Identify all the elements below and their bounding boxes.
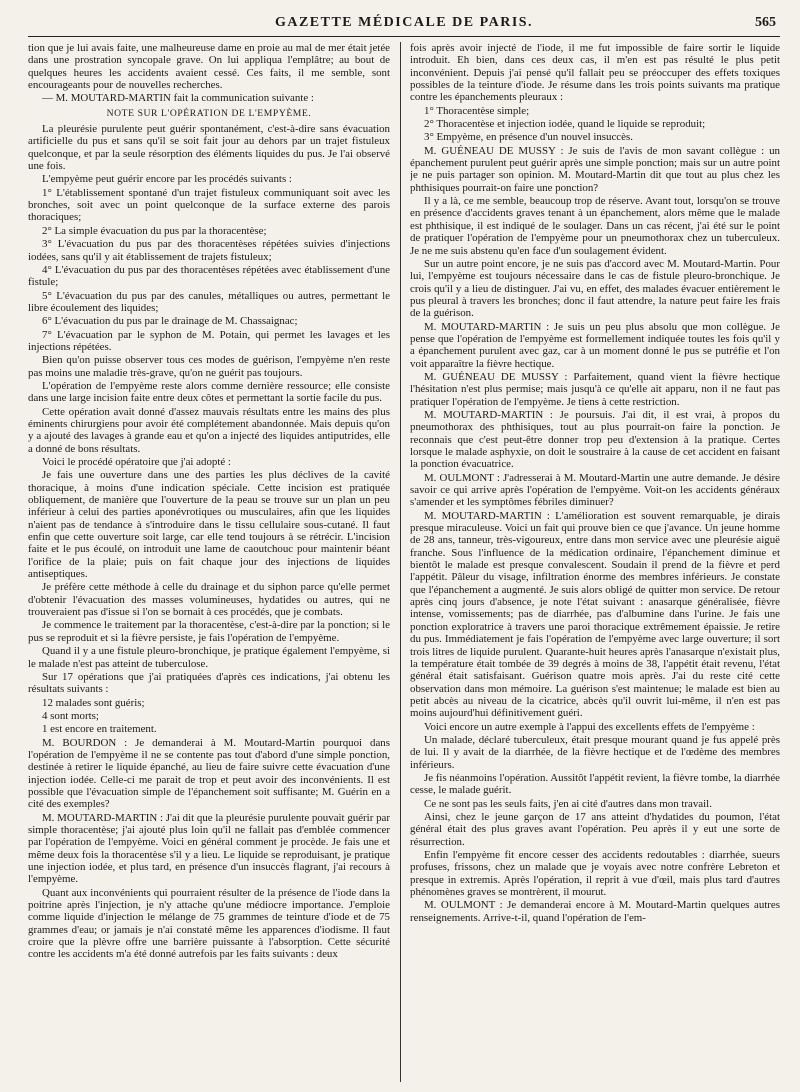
- paragraph: M. MOUTARD-MARTIN : Je suis un peu plus absolu que mon collègue. Je pense que l'opération de l'empyème est formellement indiquée toutes les fois qu'il y a épanchement purulent avec gaz, car à un moment donné le pus se putréfie et l'on voit apparaître la fièvre hectique.: [410, 320, 780, 370]
- right-column: [410, 42, 780, 1084]
- paragraph: 5° L'évacuation du pus par des canules, métalliques ou autres, permettant le libre écoulement des liquides;: [28, 289, 390, 314]
- paragraph: La pleurésie purulente peut guérir spontanément, c'est-à-dire sans évacuation artificielle du pus et sans qu'il se soit fait jour au dehors par un trajet fistuleux quelconque, et par la seule résorption des éléments liquides du pus. Je l'ai observé une fois.: [28, 123, 390, 173]
- paragraph: 2° La simple évacuation du pus par la thoracentèse;: [42, 224, 267, 237]
- paragraph: Ce ne sont pas les seuls faits, j'en ai cité d'autres dans mon travail.: [424, 797, 712, 810]
- paragraph: 1° Thoracentèse simple;: [424, 104, 530, 117]
- paragraph: Un malade, déclaré tuberculeux, était presque mourant quand je fus appelé près de lui. Il y avait de la diarrhée, de la fièvre hectique et de l'œdème des membres inférieurs.: [410, 733, 780, 771]
- paragraph: — M. MOUTARD-MARTIN fait la communication suivante :: [42, 92, 314, 105]
- left-column: [28, 42, 390, 1084]
- paragraph: M. BOURDON : Je demanderai à M. Moutard-Martin pourquoi dans l'opération de l'empyème il ne se contente pas tout d'abord d'une simple ponction, destinée à retirer le liquide épanché, au lieu de faire suivre cette évacuation d'une injection iodée. Celle-ci me parait de trop et peut avoir des inconvénients. Il est possible que l'évacuation simple de l'épanchement soit suffisante; M. Guérin en a cité des exemples?: [28, 736, 390, 811]
- paragraph: 2° Thoracentèse et injection iodée, quand le liquide se reproduit;: [424, 118, 706, 131]
- paragraph: M. OULMONT : J'adresserai à M. Moutard-Martin une autre demande. Je désire savoir ce qui arrive après l'opération de l'empyème. Voit-on les accidents généraux s'amender et les symptômes fébriles diminuer?: [410, 471, 780, 509]
- paragraph: M. MOUTARD-MARTIN : Je poursuis. J'ai dit, il est vrai, à propos du pneumothorax des phthisiques, tout au plus pourrait-on faire la ponction. Je reconnais que c'est peut-être donner trop peu d'extension à la pratique. Certes lorsque le malade asphyxie, on doit le soustraire à la cause de cet accident en faisant la ponction évacuatrice.: [410, 408, 780, 471]
- paragraph: Ainsi, chez le jeune garçon de 17 ans atteint d'hydatides du poumon, l'état général était des plus graves avant l'opération. Peu après il y eut une sorte de résurrection.: [410, 810, 780, 848]
- paragraph: 4 sont morts;: [42, 709, 99, 722]
- paragraph: 3° L'évacuation du pus par des thoracentèses répétées suivies d'injections iodées, sans qu'il y ait établissement de trajets fistuleux;: [28, 238, 390, 263]
- paragraph: Quant aux inconvénients qui pourraient résulter de la présence de l'iode dans la poitrine après l'injection, je n'y attache qu'une médiocre importance. J'emploie comme liquide d'injection le mélange de 75 grammes de teinture d'iode et de 75 grammes d'eau; or jamais je n'ai constaté même les apparences d'iodisme. Il faut croire que la plèvre offre une barrière puissante à l'absorption. Cette sécurité contre les accidents m'a été donné autrefois par les faits suivants : deux: [28, 886, 390, 961]
- paragraph: Je fis néanmoins l'opération. Aussitôt l'appétit revient, la fièvre tombe, la diarrhée cesse, le malade guérit.: [410, 771, 780, 797]
- paragraph: 3° Empyème, en présence d'un nouvel insuccès.: [424, 131, 633, 144]
- paragraph: fois après avoir injecté de l'iode, il me fut impossible de faire sortir le liquide introduit. Eh bien, dans ces deux cas, il m'en est pas résulté le plus petit inconvénient. Depuis j'ai pensé qu'il fallait peu se préoccuper des effets toxiques possibles de la teinture d'iode. Je résume dans les trois points suivants ma pratique contre les épanchements pleuraux :: [410, 42, 780, 104]
- page-header: [28, 14, 780, 37]
- paragraph: Voici encore un autre exemple à l'appui des excellents effets de l'empyème :: [424, 720, 755, 733]
- paragraph: Sur un autre point encore, je ne suis pas d'accord avec M. Moutard-Martin. Pour lui, l'empyème est toujours nécessaire dans le cas de fistule pleuro-bronchique. Je crois qu'il y a lieu de distinguer. J'ai vu, en effet, des malades évacuer entièrement le pus pleural à travers les bronches; donc il faut attendre, la nature peut faire les frais de la guérison.: [410, 257, 780, 320]
- paragraph: Enfin l'empyème fit encore cesser des accidents redoutables : diarrhée, sueurs profuses, frissons, chez un malade que je voyais avec notre confrère Lebreton et presque in extremis. Après l'opération, il reprit à vue d'œil, mais plus tard d'autres phénomènes graves se montrèrent, il mourut.: [410, 849, 780, 899]
- paragraph: 6° L'évacuation du pus par le drainage de M. Chassaignac;: [42, 315, 298, 328]
- paragraph: Cette opération avait donné d'assez mauvais résultats entre les mains des plus éminents chirurgiens pour avoir été complétement abandonnée. Mais depuis qu'on y a ajouté des lavages à grande eau et qu'on a injecté des liquides antiputrides, elle a donné de bons résultats.: [28, 405, 390, 455]
- paragraph: 12 malades sont guéris;: [42, 696, 145, 709]
- paragraph: L'opération de l'empyème reste alors comme dernière ressource; elle consiste dans une large incision faite entre deux côtes et permettant la sortie facile du pus.: [28, 379, 390, 405]
- paragraph: Il y a là, ce me semble, beaucoup trop de réserve. Avant tout, lorsqu'on se trouve en présence d'accidents graves tenant à un épanchement, alors même que le malade est phthisique, il est indiqué de le soulager. Dans un cas récent, j'ai été sur le point de pratiquer l'opération de l'empyème pour un pneumothorax chez un tuberculeux. Je ne me suis abstenu qu'en face d'un soulagement évident.: [410, 195, 780, 257]
- column-divider: [400, 42, 401, 1082]
- paragraph: 7° L'évacuation par le syphon de M. Potain, qui permet les lavages et les injections répétées.: [28, 328, 390, 353]
- journal-title: GAZETTE MÉDICALE DE PARIS.: [274, 15, 534, 30]
- paragraph: M. MOUTARD-MARTIN : J'ai dit que la pleurésie purulente pouvait guérir par simple thoracentèse; j'ai ajouté plus loin qu'il ne fallait pas d'emblée commencer par l'opération de l'empyème. Voici en général comment je procède. Je fais une et même deux fois la thoracentèse s'il y a lieu. Le liquide se reproduisant, je pratique une injection iodée, et plus tard, en présence d'un insuccès flagrant, j'ai recours à l'empyème.: [28, 811, 390, 886]
- paragraph: Bien qu'on puisse observer tous ces modes de guérison, l'empyème n'en reste pas moins une maladie très-grave, qu'on ne guérit pas toujours.: [28, 354, 390, 379]
- paragraph: tion que je lui avais faite, une malheureuse dame en proie au mal de mer était jetée dans une prostration syncopale grave. On lui appliqua l'emplâtre; au bout de quelques heures les accidents avaient cessé. Ces faits, il me semble, sont encourageants pour de nouvelles recherches.: [28, 42, 390, 92]
- paragraph: Sur 17 opérations que j'ai pratiquées d'après ces indications, j'ai obtenu les résultats suivants :: [28, 670, 390, 696]
- paragraph: Quand il y a une fistule pleuro-bronchique, je pratique également l'empyème, si le malade n'est pas atteint de tuberculose.: [28, 645, 390, 670]
- paragraph: 4° L'évacuation du pus par des thoracentèses répétées avec établissement d'une fistule;: [28, 263, 390, 289]
- paragraph: Je fais une ouverture dans une des parties les plus déclives de la cavité thoracique, à moins d'une indication spéciale. Cette incision est pratiquée obliquement, de manière que l'ouverture de la peau se trouve sur un plan un peu inférieur à celui des parties aponévrotiques ou musculaires, afin que les liquides n'aient pas de tendance à s'introduire dans le tissu cellulaire sous-cutané. Il faut enfin que cette ouverture soit large, car elle tend toujours à se rétrécir. L'incision faite et le pus écoulé, on introduit une lame de caoutchouc pour maintenir béant l'orifice de la plaie; puis on fait chaque jour des injections de liquides antiseptiques.: [28, 469, 390, 581]
- page-number: 565: [755, 15, 776, 30]
- paragraph: 1 est encore en traitement.: [42, 723, 157, 736]
- paragraph: L'empyème peut guérir encore par les procédés suivants :: [42, 173, 292, 186]
- paragraph: M. OULMONT : Je demanderai encore à M. Moutard-Martin quelques autres renseignements. Arrive-t-il, quand l'opération de l'em-: [410, 899, 780, 924]
- paragraph: Voici le procédé opératoire que j'ai adopté :: [42, 456, 231, 468]
- paragraph: Je commence le traitement par la thoracentèse, c'est-à-dire par la ponction; si le pus se reproduit et si la fièvre persiste, je fais l'opération de l'empyème.: [28, 619, 390, 644]
- paragraph: M. GUÉNEAU DE MUSSY : Je suis de l'avis de mon savant collègue : un épanchement purulent peut guérir après une simple ponction; mais sur un autre point je ne puis partager son opinion. M. Moutard-Martin dit que tout au plus chez les phthisiques pourrait-on faire une ponction?: [410, 144, 780, 194]
- paragraph: 1° L'établissement spontané d'un trajet fistuleux communiquant soit avec les bronches, soit avec un point quelconque de la surface externe des parois thoraciques;: [28, 186, 390, 224]
- paragraph: M. MOUTARD-MARTIN : L'amélioration est souvent remarquable, je dirais presque miraculeuse. Voici un fait qui prouve bien ce que j'avance. Un jeune homme de 28 ans, tanneur, très-vigoureux, entre dans mon service avec une pleurésie aiguë franche. Sous l'influence de la médication ordinaire, l'épanchement diminue et bientôt le malade est presque convalescent. Soudain il prend de la fièvre et perd l'appétit. Pâleur du visage, infiltration énorme des membres inférieurs. Je constate que l'épanchement a augmenté. Je suis alors obligé de quitter mon service. De retour après cinq jours d'absence, je note l'état suivant : anasarque généralisée, fièvre intense, vomissements; pas de diarrhée, pas d'albumine dans l'urine. Je fais une ponction exploratrice à travers une paroi thoracique extrêmement épaissie. Je retire du pus. Immédiatement je fais l'opération de l'empyème avec large ouverture; il sort trois litres de liquide purulent. Quarante-huit heures après l'anasarque n'existait plus, la température était tombée de 39 degrés à moins de 38, l'appétit était revenu, l'état général était satisfaisant. Guérison quatre mois après. J'ai du reste cité cette observation dans mon mémoire. La guérison s'est maintenue; le malade est bien au petit abcès au niveau de la cicatrice, abcès qu'il ouvrit lui-même, il n'en est pas moins aujourd'hui définitivement guéri.: [410, 509, 780, 720]
- paragraph: NOTE SUR L'OPÉRATION DE L'EMPYÈME.: [106, 107, 312, 119]
- paragraph: Je préfère cette méthode à celle du drainage et du siphon parce qu'elle permet d'obtenir l'évacuation des masses volumineuses, hydatides ou autres, qui ne trouveraient pas d'issue si l'on se bornait à ces procédés, que je combats.: [28, 581, 390, 619]
- paragraph: M. GUÉNEAU DE MUSSY : Parfaitement, quand vient la fièvre hectique l'hésitation n'est plus permise; mais jusqu'à ce qu'elle ait apparu, non il ne faut pas pratiquer l'opération de l'empyème. Je tiens à cette restriction.: [410, 370, 780, 408]
